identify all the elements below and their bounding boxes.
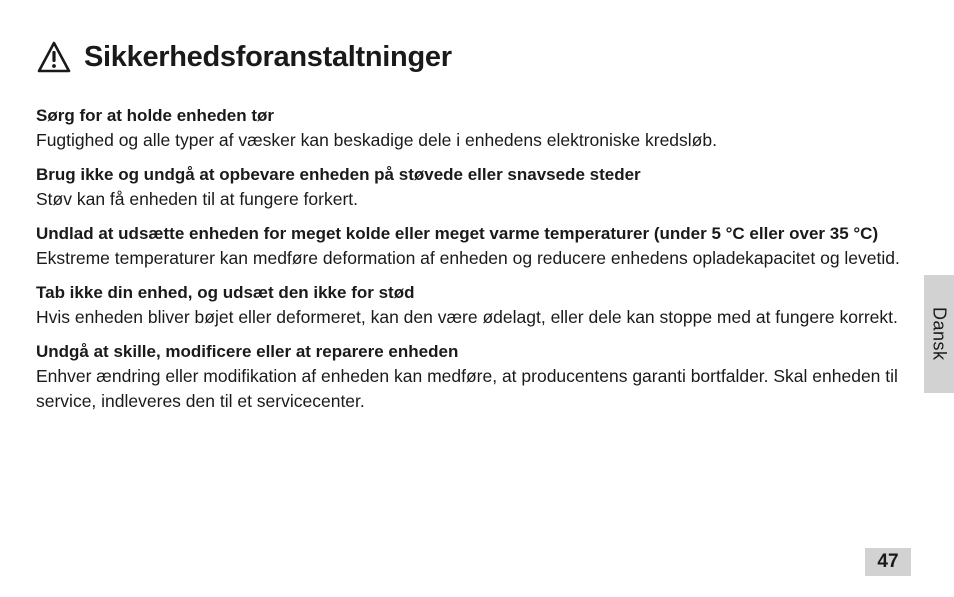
section-dust: [36, 163, 921, 212]
section-body: Støv kan få enheden til at fungere forkert.: [36, 189, 358, 209]
warning-triangle-icon: [36, 40, 72, 74]
section-heading: Undgå at skille, modificere eller at reparere enheden: [36, 342, 459, 361]
section-body: Hvis enheden bliver bøjet eller deformeret, kan den være ødelagt, eller dele kan stoppe med at fungere korrekt.: [36, 307, 898, 327]
section-disassemble: [36, 340, 921, 414]
section-keep-dry: [36, 104, 921, 153]
language-tab: [924, 275, 954, 393]
page-header: [36, 40, 452, 74]
section-drop: [36, 281, 921, 330]
section-heading: Brug ikke og undgå at opbevare enheden på støvede eller snavsede steder: [36, 165, 641, 184]
safety-content: [36, 104, 921, 424]
section-heading: Tab ikke din enhed, og udsæt den ikke for stød: [36, 283, 415, 302]
section-heading: Undlad at udsætte enheden for meget kolde eller meget varme temperaturer (under 5 °C eller over 35 °C): [36, 224, 879, 243]
page-title: Sikkerhedsforanstaltninger: [84, 40, 452, 73]
section-temperature: [36, 222, 921, 271]
language-label: Dansk: [929, 307, 950, 361]
page-number: 47: [865, 548, 911, 576]
section-body: Enhver ændring eller modifikation af enheden kan medføre, at producentens garanti bortfalder. Skal enheden til service, indleveres den til et servicecenter.: [36, 366, 898, 411]
section-body: Ekstreme temperaturer kan medføre deformation af enheden og reducere enhedens opladekapacitet og levetid.: [36, 248, 900, 268]
section-body: Fugtighed og alle typer af væsker kan beskadige dele i enhedens elektroniske kredsløb.: [36, 130, 717, 150]
section-heading: Sørg for at holde enheden tør: [36, 106, 275, 125]
